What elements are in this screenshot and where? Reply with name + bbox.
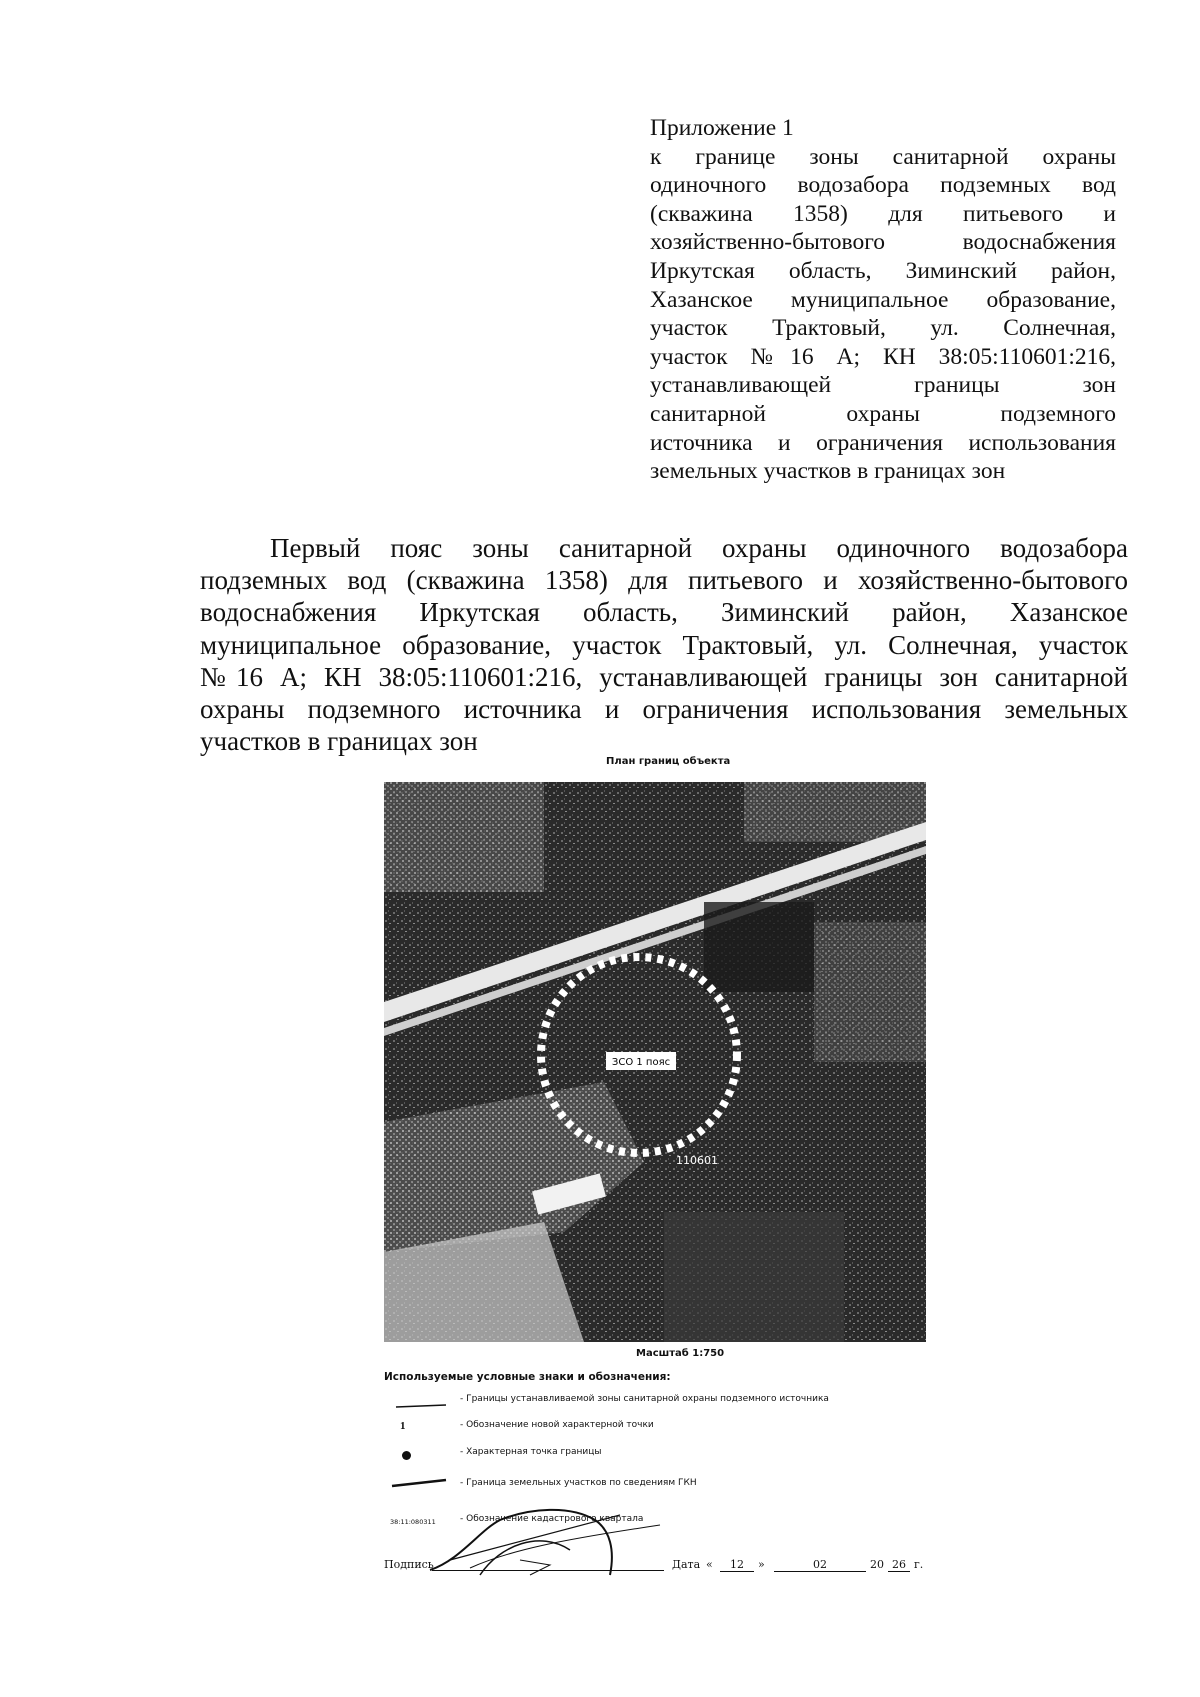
signature-label: Подпись [384,1558,434,1571]
legend-text: - Характерная точка границы [460,1447,602,1457]
appendix-line: одиночного водозабора подземных вод [650,172,1116,199]
quote-open: « [706,1558,713,1571]
appendix-line: Иркутская область, Зиминский район, [650,257,1116,284]
appendix-line: Хазанское муниципальное образование, [650,286,1116,313]
quote-close: » [758,1558,765,1571]
map-scale: Масштаб 1:750 [636,1348,725,1359]
date-label: Дата [672,1558,701,1571]
legend-item [384,1418,904,1438]
appendix-line: к границе зоны санитарной охраны [650,143,1116,170]
satellite-map [384,782,926,1342]
body-line: подземных вод (скважина 1358) для питьевого и хозяйственно-бытового [200,565,1128,596]
date-year-unit: г. [914,1558,924,1571]
quarter-code: 38:11:080311 [390,1518,436,1526]
appendix-line: участок Трактовый, ул. Солнечная, [650,315,1116,342]
signature-line [432,1570,664,1571]
appendix-line: санитарной охраны подземного [650,400,1116,427]
legend-text: - Границы устанавливаемой зоны санитарной охраны подземного источника [460,1394,829,1404]
appendix-line: (скважина 1358) для питьевого и [650,200,1116,227]
body-line: охраны подземного источника и ограничения использования земельных [200,694,1128,725]
body-line: водоснабжения Иркутская область, Зиминский район, Хазанское [200,597,1128,628]
signature-row [384,1550,924,1580]
appendix-line: земельных участков в границах зон [650,458,1006,485]
appendix-line: источника и ограничения использования [650,429,1116,456]
appendix-line: участок №16 А; КН 38:05:110601:216, [650,343,1116,370]
point-number: 1 [400,1420,406,1432]
map-image [384,782,926,1342]
point-number-symbol [384,1418,454,1438]
body-line: муниципальное образование, участок Трактовый, ул. Солнечная, участок [200,629,1128,660]
point-dot-symbol [384,1445,454,1465]
quarter-label: 110601 [676,1154,718,1167]
legend-title: Используемые условные знаки и обозначения: [384,1371,671,1383]
date-year-suffix: 26 [888,1558,910,1572]
date-year-prefix: 20 [870,1558,884,1571]
body-line: Первый пояс зоны санитарной охраны одиночного водозабора [270,533,1128,563]
legend-item [384,1392,904,1412]
appendix-header [650,114,1116,486]
map-title: План границ объекта [606,756,731,767]
legend-item [384,1445,904,1465]
date-month: 02 [774,1558,866,1572]
legend-text: - Граница земельных участков по сведениям ГКН [460,1478,697,1488]
body-line: участков в границах зон [200,726,478,757]
appendix-line: устанавливающей границы зон [650,372,1116,399]
legend-text: - Обозначение кадастрового квартала [460,1514,644,1524]
date-day: 12 [720,1558,754,1572]
dot-icon [402,1451,411,1460]
boundary-line-symbol [384,1392,454,1412]
appendix-line: хозяйственно-бытового водоснабжения [650,229,1116,256]
body-line: №16 А; КН 38:05:110601:216, устанавливающей границы зон санитарной [200,661,1128,692]
appendix-title: Приложение 1 [650,115,794,141]
body-paragraph [200,532,1128,757]
legend-text: - Обозначение новой характерной точки [460,1420,654,1430]
zone-label: ЗСО 1 пояс [611,1057,671,1068]
